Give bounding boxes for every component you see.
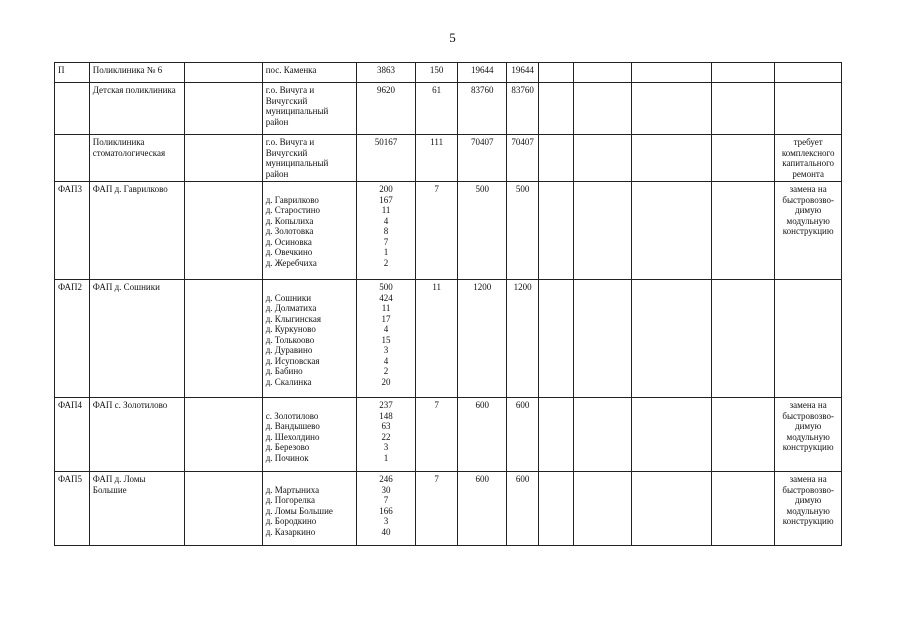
row-value-2-cell: 70407 — [458, 135, 507, 182]
row-location-cell — [262, 398, 356, 472]
row-code-cell: П — [55, 63, 90, 83]
settlement-population: 4 — [383, 215, 389, 226]
empty-cell — [573, 398, 631, 472]
empty-cell — [184, 182, 262, 280]
settlement-population: 11 — [381, 205, 391, 215]
population-total: 9620 — [377, 85, 396, 95]
settlement-name: д. Починок — [265, 452, 309, 463]
facilities-table — [54, 62, 842, 546]
population-total: 50167 — [374, 137, 398, 147]
row-value-1-cell: 111 — [416, 135, 458, 182]
row-population-cell — [356, 63, 415, 83]
empty-cell — [538, 135, 573, 182]
row-location-cell — [262, 63, 356, 83]
population-total: 3863 — [377, 65, 396, 75]
row-note-cell: замена на быстровозво-димую модульную конструкцию — [775, 472, 842, 546]
settlement-name: д. Долматиха — [265, 303, 317, 313]
row-location-cell — [262, 472, 356, 546]
settlement-population: 7 — [383, 495, 389, 505]
settlement-population: 15 — [381, 334, 391, 345]
row-code-cell: ФАП5 — [55, 472, 90, 546]
empty-cell — [184, 280, 262, 398]
settlement-population: 1 — [383, 452, 389, 463]
settlement-name: д. Ломы Большие — [265, 505, 333, 516]
settlement-name: д. Мартыниха — [265, 484, 320, 495]
table-row — [55, 280, 842, 398]
settlement-name: д. Дуравино — [265, 345, 313, 355]
population-total: 246 — [379, 474, 393, 484]
table-row — [55, 182, 842, 280]
empty-cell — [184, 398, 262, 472]
settlement-population: 20 — [381, 376, 391, 387]
empty-cell — [538, 182, 573, 280]
empty-cell — [711, 398, 774, 472]
settlement-name: д. Исуповская — [265, 355, 320, 366]
row-value-1-cell: 7 — [416, 182, 458, 280]
empty-cell — [632, 83, 712, 135]
settlement-population: 22 — [381, 431, 391, 442]
empty-cell — [632, 280, 712, 398]
empty-cell — [711, 63, 774, 83]
row-value-1-cell: 61 — [416, 83, 458, 135]
empty-cell — [538, 83, 573, 135]
settlement-name: д. Старостино — [265, 205, 321, 215]
empty-cell — [632, 63, 712, 83]
empty-cell — [711, 280, 774, 398]
settlement-name: д. Казаркино — [265, 526, 316, 537]
population-total: 500 — [379, 282, 393, 292]
row-value-2-cell: 500 — [458, 182, 507, 280]
row-value-2-cell: 83760 — [458, 83, 507, 135]
settlement-population: 167 — [379, 194, 393, 205]
page-number: 5 — [449, 30, 456, 45]
row-code-cell: ФАП2 — [55, 280, 90, 398]
row-population-cell — [356, 280, 415, 398]
settlement-population: 17 — [381, 313, 391, 324]
row-location-cell — [262, 280, 356, 398]
row-value-2-cell: 600 — [458, 398, 507, 472]
empty-cell — [184, 83, 262, 135]
settlement-population: 7 — [383, 236, 389, 247]
row-location-cell — [262, 135, 356, 182]
settlement-name: д. Бородкино — [265, 516, 317, 526]
row-value-3-cell: 500 — [507, 182, 539, 280]
settlement-name: д. Золотовка — [265, 226, 314, 236]
row-code-cell: ФАП4 — [55, 398, 90, 472]
empty-cell — [538, 63, 573, 83]
row-code-cell: ФАП3 — [55, 182, 90, 280]
row-name-cell: ФАП д. Ломы Большие — [89, 472, 184, 546]
row-name-cell: ФАП д. Сошники — [89, 280, 184, 398]
row-code-cell — [55, 135, 90, 182]
empty-cell — [632, 135, 712, 182]
empty-cell — [184, 135, 262, 182]
row-location: г.о. Вичуга и Вичугский муниципальный район — [265, 137, 329, 179]
settlement-list — [266, 411, 353, 464]
settlement-name: д. Куркуново — [265, 324, 316, 334]
table-row — [55, 472, 842, 546]
settlement-population: 424 — [379, 292, 393, 303]
population-total: 237 — [379, 400, 393, 410]
settlement-name: д. Березово — [265, 442, 310, 452]
row-location-cell — [262, 182, 356, 280]
empty-cell — [711, 182, 774, 280]
row-value-3-cell: 83760 — [507, 83, 539, 135]
settlement-population: 4 — [383, 324, 389, 334]
settlement-name: д. Сошники — [265, 292, 312, 303]
empty-cell — [632, 398, 712, 472]
row-value-3-cell: 600 — [507, 472, 539, 546]
empty-cell — [538, 280, 573, 398]
empty-cell — [632, 182, 712, 280]
empty-cell — [632, 472, 712, 546]
empty-cell — [538, 398, 573, 472]
row-value-3-cell: 600 — [507, 398, 539, 472]
table-row — [55, 63, 842, 83]
empty-cell — [184, 472, 262, 546]
settlement-population: 8 — [383, 226, 389, 236]
row-location: г.о. Вичуга и Вичугский муниципальный район — [265, 85, 329, 127]
table-row — [55, 83, 842, 135]
settlement-name: д. Жеребчиха — [265, 257, 317, 268]
row-name-cell: Поликлиника № 6 — [89, 63, 184, 83]
settlement-population: 3 — [383, 516, 389, 526]
row-note-cell: замена на быстровозво-димую модульную конструкцию — [775, 398, 842, 472]
settlement-name: д. Осиновка — [265, 236, 312, 247]
row-population-cell — [356, 398, 415, 472]
empty-cell — [711, 135, 774, 182]
settlement-name: д. Копылиха — [265, 215, 314, 226]
settlement-name: д. Гаврилково — [265, 194, 319, 205]
row-name-cell: Поликлиника стоматологическая — [89, 135, 184, 182]
population-total: 200 — [379, 184, 393, 194]
row-value-1-cell: 7 — [416, 472, 458, 546]
row-value-1-cell: 7 — [416, 398, 458, 472]
row-population-cell — [356, 83, 415, 135]
row-value-2-cell: 1200 — [458, 280, 507, 398]
empty-cell — [573, 83, 631, 135]
settlement-population: 3 — [383, 345, 389, 355]
settlement-population: 2 — [383, 257, 389, 268]
row-code-cell — [55, 83, 90, 135]
empty-cell — [538, 472, 573, 546]
empty-cell — [711, 83, 774, 135]
settlement-name: д. Толькоово — [265, 334, 315, 345]
row-value-2-cell: 19644 — [458, 63, 507, 83]
row-population-cell — [356, 182, 415, 280]
row-note-cell — [775, 63, 842, 83]
empty-cell — [573, 63, 631, 83]
row-value-3-cell: 70407 — [507, 135, 539, 182]
settlement-population: 63 — [381, 421, 391, 431]
empty-cell — [573, 472, 631, 546]
row-value-1-cell: 11 — [416, 280, 458, 398]
row-note-cell: замена на быстровозво-димую модульную конструкцию — [775, 182, 842, 280]
empty-cell — [573, 182, 631, 280]
settlement-name: д. Погорелка — [265, 495, 315, 505]
row-value-3-cell: 1200 — [507, 280, 539, 398]
settlement-name: д. Скалинка — [265, 376, 312, 387]
settlement-population: 40 — [381, 526, 391, 537]
row-name-cell: Детская поликлиника — [89, 83, 184, 135]
settlement-list — [266, 293, 353, 388]
settlement-population: 11 — [381, 303, 391, 313]
settlement-name: д. Вандышево — [265, 421, 320, 431]
settlement-population: 2 — [383, 366, 389, 376]
row-population-cell — [356, 135, 415, 182]
settlement-name: д. Шехолдино — [265, 431, 320, 442]
settlement-name: д. Бабино — [265, 366, 303, 376]
settlement-population: 1 — [383, 247, 389, 257]
empty-cell — [573, 280, 631, 398]
row-value-1-cell: 150 — [416, 63, 458, 83]
settlement-name: с. Золотилово — [265, 410, 319, 421]
table-row — [55, 398, 842, 472]
table-row — [55, 135, 842, 182]
empty-cell — [573, 135, 631, 182]
settlement-list — [266, 485, 353, 538]
empty-cell — [711, 472, 774, 546]
row-value-2-cell: 600 — [458, 472, 507, 546]
row-name-cell: ФАП с. Золотилово — [89, 398, 184, 472]
row-population-cell — [356, 472, 415, 546]
settlement-population: 30 — [381, 484, 391, 495]
row-location-cell — [262, 83, 356, 135]
row-note-cell — [775, 280, 842, 398]
settlement-name: д. Овечкино — [265, 247, 313, 257]
empty-cell — [184, 63, 262, 83]
row-value-3-cell: 19644 — [507, 63, 539, 83]
row-location: пос. Каменка — [265, 65, 317, 75]
settlement-population: 4 — [383, 355, 389, 366]
row-note-cell — [775, 83, 842, 135]
settlement-name: д. Клыгинская — [265, 313, 322, 324]
settlement-list — [266, 195, 353, 269]
row-name-cell: ФАП д. Гаврилково — [89, 182, 184, 280]
settlement-population: 3 — [383, 442, 389, 452]
row-note-cell: требует комплексного капитального ремонта — [775, 135, 842, 182]
settlement-population: 148 — [379, 410, 393, 421]
settlement-population: 166 — [379, 505, 393, 516]
